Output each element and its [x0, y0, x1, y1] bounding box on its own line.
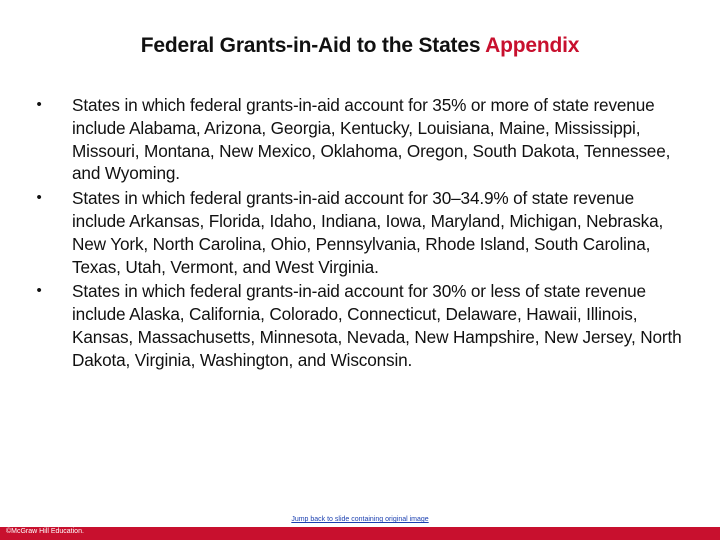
bullet-icon: • [36, 96, 42, 113]
slide-title [0, 34, 720, 58]
bullet-text: States in which federal grants-in-aid account for 30–34.9% of state revenue include Arkansas, Florida, Idaho, Indiana, Iowa, Maryland, Michigan, Nebraska, New York, North Carolina, Ohio, Pennsylvania, Rhode Island, South Carolina, Texas, Utah, Vermont, and West Virginia. [72, 188, 664, 277]
footer-bar [0, 527, 720, 540]
jump-back-link[interactable]: Jump back to slide containing original image [291, 516, 429, 523]
bullet-text: States in which federal grants-in-aid account for 35% or more of state revenue include Alabama, Arizona, Georgia, Kentucky, Louisiana, Maine, Mississippi, Missouri, Montana, New Mexico, Oklahoma, Oregon, South Dakota, Tennessee, and Wyoming. [72, 95, 671, 184]
bullet-icon: • [36, 282, 42, 300]
slide-title-accent: Appendix [485, 34, 580, 57]
bullet-list [32, 94, 692, 374]
slide-title-main: Federal Grants-in-Aid to the States [140, 34, 486, 57]
bullet-item [32, 94, 692, 185]
bullet-item [32, 280, 692, 371]
copyright-text: ©McGraw Hill Education. [6, 528, 84, 535]
bullet-item [32, 187, 692, 278]
bullet-icon: • [36, 189, 42, 207]
bullet-text: States in which federal grants-in-aid account for 30% or less of state revenue include Alaska, California, Colorado, Connecticut, Delaware, Hawaii, Illinois, Kansas, Massachusetts, Minnesota, Nevada, New Hampshire, New Jersey, North Dakota, Virginia, Washington, and Wisconsin. [72, 281, 682, 370]
